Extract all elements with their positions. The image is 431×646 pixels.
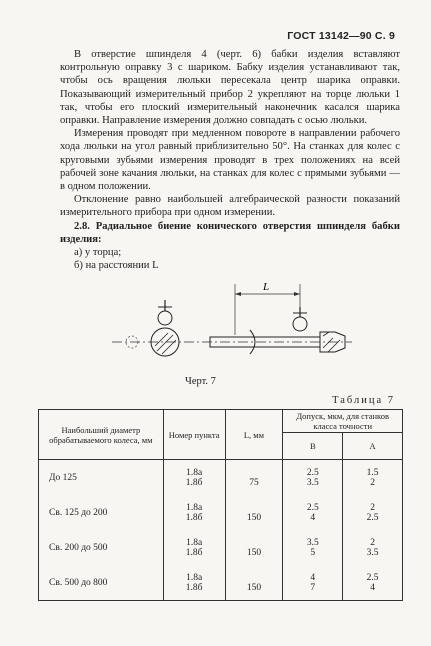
cell-B: 3.5 5 [283,530,343,565]
section-heading [60,220,400,246]
cell-B: 2.5 4 [283,495,343,530]
gauge-ball-left [158,311,172,325]
cell-L: 75 [225,460,283,496]
cell-B: 4 7 [283,565,343,601]
header-diameter: Наибольший диаметр обрабатываемого колеса, мм [39,410,164,460]
drawing-figure [110,280,360,380]
table-row [39,495,403,530]
cell-diameter: Св. 125 до 200 [39,495,164,530]
table-title: Таблица 7 [332,395,395,406]
cell-diameter: Св. 500 до 800 [39,565,164,601]
cell-diameter: Св. 200 до 500 [39,530,164,565]
cell-item: 1.8а 1.8б [163,565,225,601]
cell-A: 2.5 4 [343,565,403,601]
tolerance-table [38,409,403,601]
page-header: ГОСТ 13142—90 С. 9 [287,30,395,42]
paragraph-2: Измерения проводят при медленном повороте в направлении рабочего хода люльки на угол равный приблизительно 50°. На станках для колес с круговыми зубьями измерения проводят в трех положениях на всей рабочей зоне качания люльки, на станках для колес с прямыми зубьями — в одном положении. [60,128,400,193]
hatching [155,333,176,354]
header-class-A: А [343,433,403,460]
cell-L: 150 [225,495,283,530]
header-tolerance: Допуск, мкм, для станков класса точности [283,410,403,433]
header-item: Номер пункта [163,410,225,460]
cell-A: 2 2.5 [343,495,403,530]
section-title: Радиальное биение конического отверстия шпинделя бабки изделия: [60,220,400,245]
body-text [60,48,400,272]
cell-L: 150 [225,565,283,601]
cell-diameter: До 125 [39,460,164,496]
cell-A: 2 3.5 [343,530,403,565]
figure-caption: Черт. 7 [185,376,216,387]
cell-item: 1.8а 1.8б [163,530,225,565]
paragraph-1: В отверстие шпинделя 4 (черт. 6) бабки изделия вставляют контрольную оправку 3 с шариком. Бабку изделия устанавливают так, чтобы ось вращения люльки пересекала центр шарика оправки. Показывающий измерительный прибор 2 укрепляют на торце люльки 1 так, чтобы его плоский измерительный наконечник касался шарика оправки. Направление измерения должно совпадать с осью люльки. [60,49,400,127]
table-row [39,460,403,496]
header-class-B: В [283,433,343,460]
section-items [60,246,400,272]
cell-B: 2.5 3.5 [283,460,343,496]
cell-L: 150 [225,530,283,565]
paragraph-3: Отклонение равно наибольшей алгебраической разности показаний измерительного прибора при одном измерении. [60,194,400,219]
cell-item: 1.8а 1.8б [163,460,225,496]
table-row [39,565,403,601]
cell-item: 1.8а 1.8б [163,495,225,530]
list-item-a: а) у торца; [74,247,122,259]
gauge-ball-right [293,317,307,331]
dim-label: L [263,281,270,293]
list-item-b: б) на расстоянии L [74,260,159,272]
section-number: 2.8. [74,220,90,232]
header-L: L, мм [225,410,283,460]
table-row [39,530,403,565]
cell-A: 1.5 2 [343,460,403,496]
